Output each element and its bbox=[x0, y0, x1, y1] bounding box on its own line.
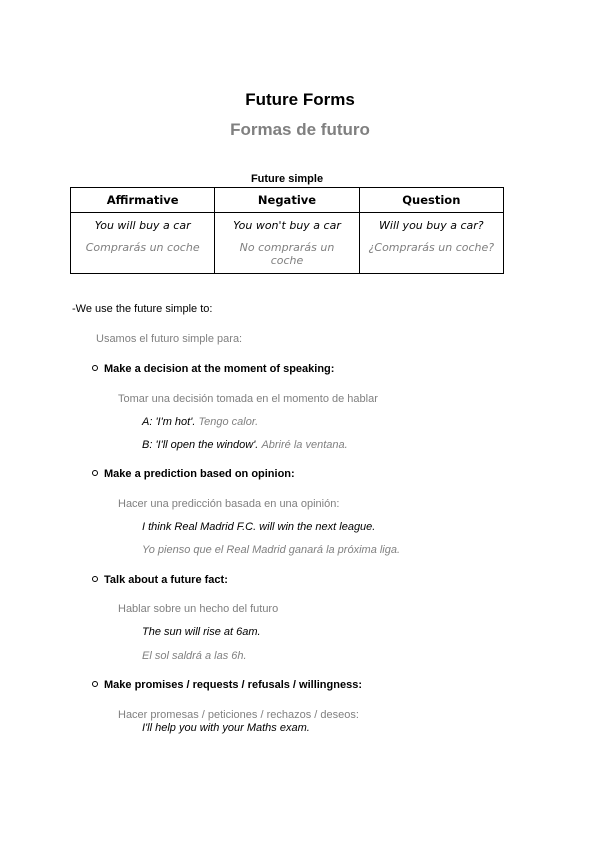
header-question: Question bbox=[359, 188, 503, 213]
header-negative: Negative bbox=[215, 188, 359, 213]
section-heading bbox=[92, 679, 362, 691]
intro-marker: - bbox=[72, 303, 76, 315]
bullet-icon bbox=[92, 365, 98, 371]
english-example: You won't buy a car bbox=[233, 219, 341, 232]
english-example: Will you buy a car? bbox=[379, 219, 484, 232]
section-translation: Hacer una predicción basada en una opinión: bbox=[118, 498, 340, 510]
example-spanish: Yo pienso que el Real Madrid ganará la próxima liga. bbox=[142, 544, 401, 556]
section-translation: Hablar sobre un hecho del futuro bbox=[118, 603, 279, 615]
cell-negative bbox=[215, 213, 359, 274]
section-heading bbox=[92, 363, 334, 375]
header-affirmative: Affirmative bbox=[71, 188, 215, 213]
intro-translation: Usamos el futuro simple para: bbox=[96, 333, 243, 345]
table-row bbox=[71, 213, 504, 274]
cell-affirmative bbox=[71, 213, 215, 274]
bullet-icon bbox=[92, 470, 98, 476]
section-heading-text: Make a prediction based on opinion: bbox=[104, 468, 295, 480]
example-spanish: El sol saldrá a las 6h. bbox=[142, 650, 247, 662]
example-line bbox=[142, 439, 348, 451]
intro-line bbox=[72, 303, 212, 315]
english-example: You will buy a car bbox=[94, 219, 191, 232]
page-title: Future Forms bbox=[245, 90, 355, 109]
example-line bbox=[142, 416, 258, 428]
example-spanish: Abriré la ventana. bbox=[261, 439, 348, 451]
example-english: The sun will rise at 6am. bbox=[142, 626, 261, 638]
bullet-icon bbox=[92, 576, 98, 582]
spanish-translation: No comprarás un coche bbox=[239, 241, 335, 267]
cell-question bbox=[359, 213, 503, 274]
section-translation: Tomar una decisión tomada en el momento de hablar bbox=[118, 393, 378, 405]
spanish-translation: ¿Comprarás un coche? bbox=[368, 241, 495, 254]
table-caption: Future simple bbox=[250, 173, 324, 185]
example-english: I'll help you with your Maths exam. bbox=[142, 722, 310, 734]
future-simple-table bbox=[70, 187, 504, 274]
intro-text: We use the future simple to: bbox=[75, 303, 213, 315]
section-heading bbox=[92, 574, 228, 586]
section-heading-text: Make promises / requests / refusals / willingness: bbox=[104, 679, 362, 691]
example-english: B: 'I'll open the window'. bbox=[142, 439, 259, 451]
example-english: A: 'I'm hot'. bbox=[142, 416, 196, 428]
bullet-icon bbox=[92, 681, 98, 687]
spanish-translation: Comprarás un coche bbox=[85, 241, 200, 254]
table-header-row bbox=[71, 188, 504, 213]
page-subtitle: Formas de futuro bbox=[230, 120, 370, 139]
section-heading-text: Make a decision at the moment of speaking: bbox=[104, 363, 335, 375]
example-spanish: Tengo calor. bbox=[198, 416, 259, 428]
section-heading-text: Talk about a future fact: bbox=[104, 574, 228, 586]
section-heading bbox=[92, 468, 295, 480]
example-english: I think Real Madrid F.C. will win the next league. bbox=[142, 521, 376, 533]
section-translation: Hacer promesas / peticiones / rechazos / deseos: bbox=[118, 709, 359, 721]
